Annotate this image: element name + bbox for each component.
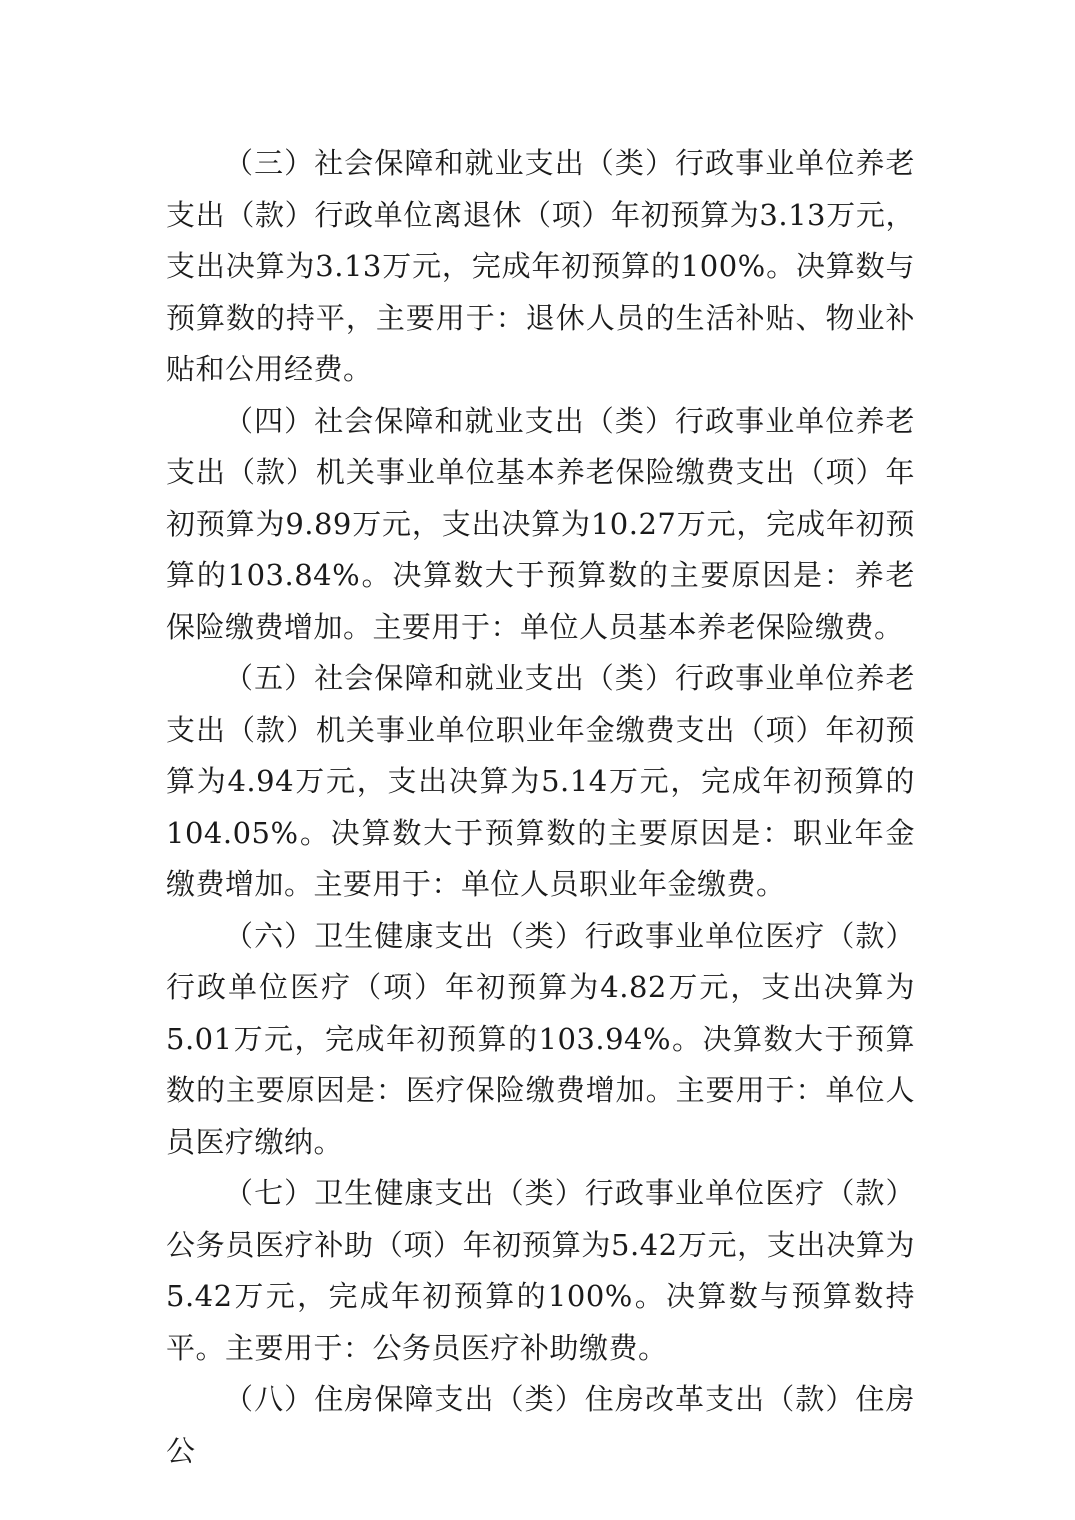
paragraph-item-3-retirement: （三）社会保障和就业支出（类）行政事业单位养老支出（款）行政单位离退休（项）年初预算为3.13万元，支出决算为3.13万元，完成年初预算的100%。决算数与预算数的持平，主要用于：退休人员的生活补贴、物业补贴和公用经费。 <box>166 146 915 386</box>
paragraph-item-6-administrative-medical: （六）卫生健康支出（类）行政事业单位医疗（款）行政单位医疗（项）年初预算为4.82万元，支出决算为5.01万元，完成年初预算的103.94%。决算数大于预算数的主要原因是：医疗保险缴费增加。主要用于：单位人员医疗缴纳。 <box>166 918 915 1159</box>
paragraph-item-7-civil-servant-medical: （七）卫生健康支出（类）行政事业单位医疗（款）公务员医疗补助（项）年初预算为5.42万元，支出决算为5.42万元，完成年初预算的100%。决算数与预算数持平。主要用于：公务员医疗补助缴费。 <box>166 1176 915 1365</box>
paragraph-item-8-housing-reform: （八）住房保障支出（类）住房改革支出（款）住房公 <box>166 1382 915 1468</box>
paragraph-item-4-pension-insurance: （四）社会保障和就业支出（类）行政事业单位养老支出（款）机关事业单位基本养老保险缴费支出（项）年初预算为9.89万元，支出决算为10.27万元，完成年初预算的103.84%。决算数大于预算数的主要原因是：养老保险缴费增加。主要用于：单位人员基本养老保险缴费。 <box>166 403 915 644</box>
body-text <box>166 138 915 1477</box>
paragraph-item-5-occupational-annuity: （五）社会保障和就业支出（类）行政事业单位养老支出（款）机关事业单位职业年金缴费支出（项）年初预算为4.94万元，支出决算为5.14万元，完成年初预算的104.05%。决算数大于预算数的主要原因是：职业年金缴费增加。主要用于：单位人员职业年金缴费。 <box>166 661 915 901</box>
